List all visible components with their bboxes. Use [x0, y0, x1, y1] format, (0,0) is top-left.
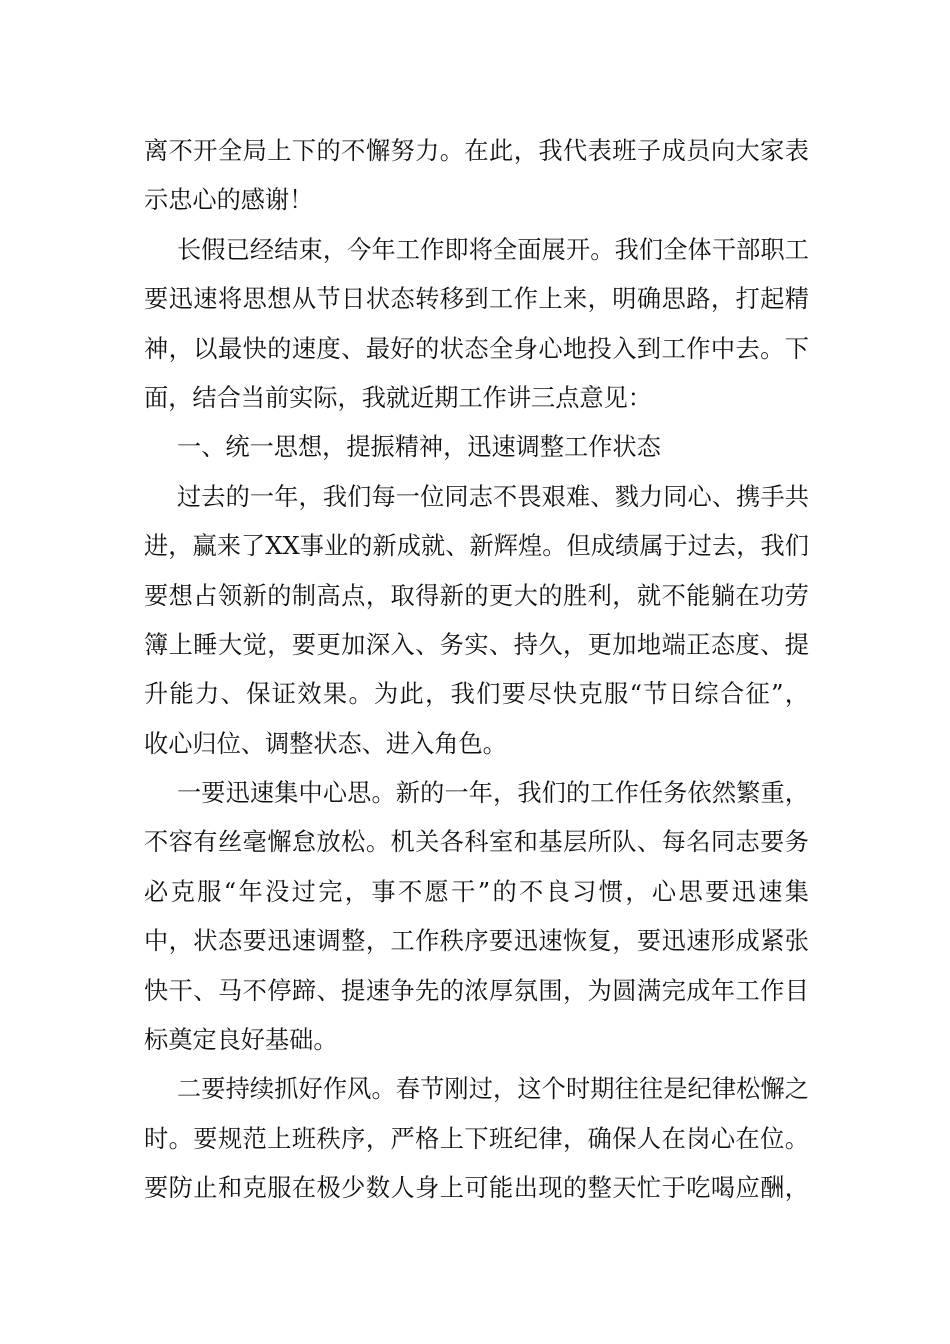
document-body: [144, 127, 809, 1214]
body-line: 时。要规范上班秩序，严格上下班纪律，确保人在岗心在位。: [144, 1124, 809, 1153]
section-heading: 一、统一思想，提振精神，迅速调整工作状态: [177, 433, 661, 462]
body-line: 要想占领新的制高点，取得新的更大的胜利，就不能躺在功劳: [144, 581, 809, 610]
paragraph-first-line: 一要迅速集中心思。新的一年，我们的工作任务依然繁重，: [177, 779, 809, 808]
body-line: 要防止和克服在极少数人身上可能出现的整天忙于吃喝应酬，: [144, 1174, 809, 1203]
body-line: 示忠心的感谢！: [144, 186, 314, 215]
body-line: 离不开全局上下的不懈努力。在此，我代表班子成员向大家表: [144, 137, 809, 165]
body-line: 升能力、保证效果。为此，我们要尽快克服“节日综合征”，: [144, 680, 809, 709]
body-line: 不容有丝毫懈怠放松。机关各科室和基层所队、每名同志要务: [144, 828, 809, 857]
body-line: 神，以最快的速度、最好的状态全身心地投入到工作中去。下: [144, 334, 809, 363]
body-line: 要迅速将思想从节日状态转移到工作上来，明确思路，打起精: [144, 285, 809, 314]
body-line: 面，结合当前实际，我就近期工作讲三点意见：: [144, 383, 652, 412]
body-line: 快干、马不停蹄、提速争先的浓厚氛围，为圆满完成年工作目: [144, 976, 809, 1005]
body-line: 标奠定良好基础。: [144, 1026, 338, 1055]
body-line: 簿上睡大觉，要更加深入、务实、持久，更加地端正态度、提: [144, 630, 809, 659]
paragraph-first-line: 长假已经结束，今年工作即将全面展开。我们全体干部职工: [177, 235, 809, 264]
paragraph-first-line: 过去的一年，我们每一位同志不畏艰难、戮力同心、携手共: [177, 482, 809, 511]
body-line: 中，状态要迅速调整，工作秩序要迅速恢复，要迅速形成紧张: [144, 927, 809, 956]
body-line: 必克服“年没过完，事不愿干”的不良习惯，心思要迅速集: [144, 877, 809, 906]
body-line: 进，赢来了XX事业的新成就、新辉煌。但成绩属于过去，我们: [144, 532, 809, 561]
body-line: 收心归位、调整状态、进入角色。: [144, 729, 507, 758]
paragraph-first-line: 二要持续抓好作风。春节刚过，这个时期往往是纪律松懈之: [177, 1075, 809, 1104]
